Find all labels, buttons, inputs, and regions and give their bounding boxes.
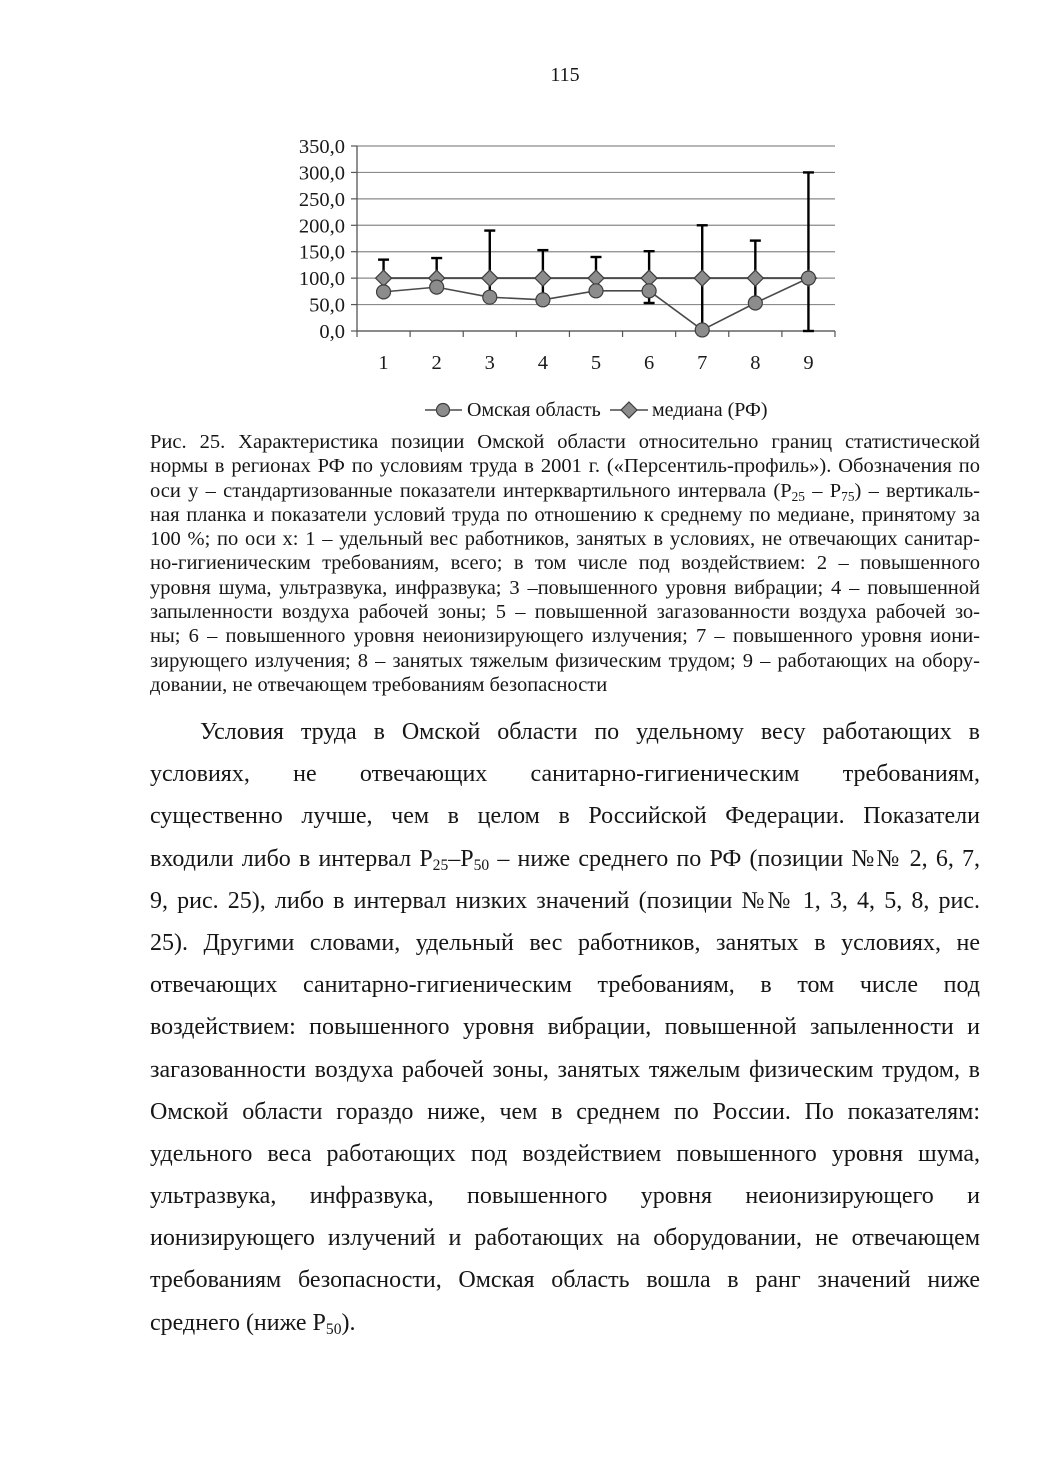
caption-text: – Р — [804, 479, 842, 502]
omsk-region-circle-marker — [589, 284, 603, 298]
body-line: условиях, не отвечающих санитарно-гигиеническим требованиям, — [150, 761, 980, 788]
body-text: – ниже среднего по РФ (позиции №№ 2, 6, 7, — [489, 845, 980, 872]
y-tick-label: 350,0 — [298, 136, 345, 158]
caption-line: зирующего излучения; 8 – занятых тяжелым физическим трудом; 9 – работающих на обору- — [150, 649, 980, 672]
y-tick-label: 0,0 — [319, 321, 345, 343]
line-chart — [280, 130, 850, 380]
x-tick-label: 7 — [697, 352, 708, 374]
body-line: Омской области гораздо ниже, чем в среднем по России. По показателям: — [150, 1098, 980, 1125]
y-tick-label: 150,0 — [298, 241, 345, 264]
x-tick-label: 3 — [484, 352, 495, 374]
page-number: 115 — [550, 64, 580, 86]
x-tick-label: 8 — [750, 352, 761, 374]
body-line: требованиям безопасности, Омская область вошла в ранг значений ниже — [150, 1267, 980, 1294]
body-text: ). — [341, 1309, 356, 1336]
rf-median-diamond-marker — [694, 270, 710, 286]
body-line: 9, рис. 25), либо в интервал низких значений (позиции №№ 1, 3, 4, 5, 8, рис. — [150, 887, 980, 914]
omsk-region-circle-marker — [430, 280, 444, 294]
body-line: ультразвука, инфразвука, повышенного уровня неионизирующего и — [150, 1183, 980, 1210]
subscript: 75 — [841, 488, 855, 504]
subscript: 25 — [432, 857, 449, 875]
body-line: ионизирующего излучений и работающих на оборудовании, не отвечающем — [150, 1225, 980, 1252]
body-line: воздействием: повышенного уровня вибрации, повышенной запыленности и — [150, 1014, 980, 1041]
subscript: 50 — [325, 1321, 342, 1339]
caption-text: оси y – стандартизованные показатели интерквартильного интервала (Р — [150, 479, 792, 502]
y-tick-label: 100,0 — [298, 268, 345, 291]
caption-line: нормы в регионах РФ по условиям труда в 2001 г. («Персентиль-профиль»). Обозначения по — [150, 455, 980, 478]
subscript: 50 — [473, 857, 490, 875]
x-tick-label: 2 — [431, 352, 442, 374]
omsk-region-circle-marker — [801, 271, 815, 285]
body-line — [150, 838, 980, 880]
caption-text: ) – вертикаль- — [854, 479, 981, 502]
x-tick-label: 5 — [590, 352, 602, 374]
rf-median-diamond-marker — [376, 270, 392, 286]
caption-line: ная планка и показатели условий труда по отношению к среднему по медиане, принятому за — [150, 503, 980, 526]
rf-median-diamond-marker — [535, 270, 551, 286]
body-text: –Р — [448, 845, 474, 872]
body-line: отвечающих санитарно-гигиеническим требованиям, в том числе под — [150, 972, 980, 999]
x-tick-label: 1 — [378, 352, 389, 374]
subscript: 25 — [791, 488, 805, 504]
x-tick-label: 4 — [537, 352, 549, 374]
figure-caption — [150, 430, 980, 697]
rf-median-diamond-marker — [747, 270, 763, 286]
rf-median-diamond-marker — [482, 270, 498, 286]
y-tick-label: 200,0 — [298, 215, 345, 238]
legend-label-rf-median: медиана (РФ) — [652, 399, 768, 421]
body-line: 25). Другими словами, удельный вес работников, занятых в условиях, не — [150, 929, 980, 956]
caption-line: но-гигиеническим требованиям, всего; в том числе под воздействием: 2 – повышенного — [150, 552, 980, 575]
caption-line: Рис. 25. Характеристика позиции Омской области относительно границ статистической — [150, 431, 980, 453]
legend-diamond-marker-icon — [610, 398, 648, 422]
caption-line — [150, 479, 980, 503]
omsk-region-circle-marker — [748, 296, 762, 310]
body-line — [150, 1302, 980, 1344]
body-line: загазованности воздуха рабочей зоны, занятых тяжелым физическим трудом, в — [150, 1056, 980, 1083]
omsk-region-circle-marker — [642, 284, 656, 298]
body-text: входили либо в интервал Р — [150, 845, 433, 872]
body-line: удельного веса работающих под воздействием повышенного уровня шума, — [150, 1140, 980, 1167]
body-line: Условия труда в Омской области по удельному весу работающих в — [200, 719, 980, 745]
body-line: существенно лучше, чем в целом в Российской Федерации. Показатели — [150, 803, 980, 830]
caption-line: запыленности воздуха рабочей зоны; 5 – повышенной загазованности воздуха рабочей зо- — [150, 601, 980, 624]
caption-line: уровня шума, ультразвука, инфразвука; 3 –повышенного уровня вибрации; 4 – повышенной — [150, 576, 980, 599]
caption-line: ны; 6 – повышенного уровня неионизирующего излучения; 7 – повышенного уровня иони- — [150, 625, 980, 648]
omsk-region-circle-marker — [695, 323, 709, 337]
chart-legend — [0, 398, 1039, 422]
y-tick-label: 250,0 — [298, 188, 345, 211]
body-text: среднего (ниже Р — [150, 1309, 326, 1336]
caption-line: довании, не отвечающем требованиям безопасности — [150, 673, 608, 696]
legend-label-omsk-region: Омская область — [467, 399, 601, 421]
y-tick-label: 300,0 — [298, 162, 345, 185]
legend-circle-marker-icon — [425, 398, 462, 422]
y-tick-label: 50,0 — [309, 294, 345, 317]
omsk-region-circle-marker — [377, 285, 391, 299]
caption-line: 100 %; по оси x: 1 – удельный вес работников, занятых в условиях, не отвечающих санитар- — [150, 528, 980, 551]
omsk-region-circle-marker — [536, 293, 550, 307]
body-paragraph — [150, 711, 980, 1344]
x-tick-label: 6 — [643, 352, 655, 374]
omsk-region-circle-marker — [483, 290, 497, 304]
x-tick-label: 9 — [803, 352, 814, 374]
